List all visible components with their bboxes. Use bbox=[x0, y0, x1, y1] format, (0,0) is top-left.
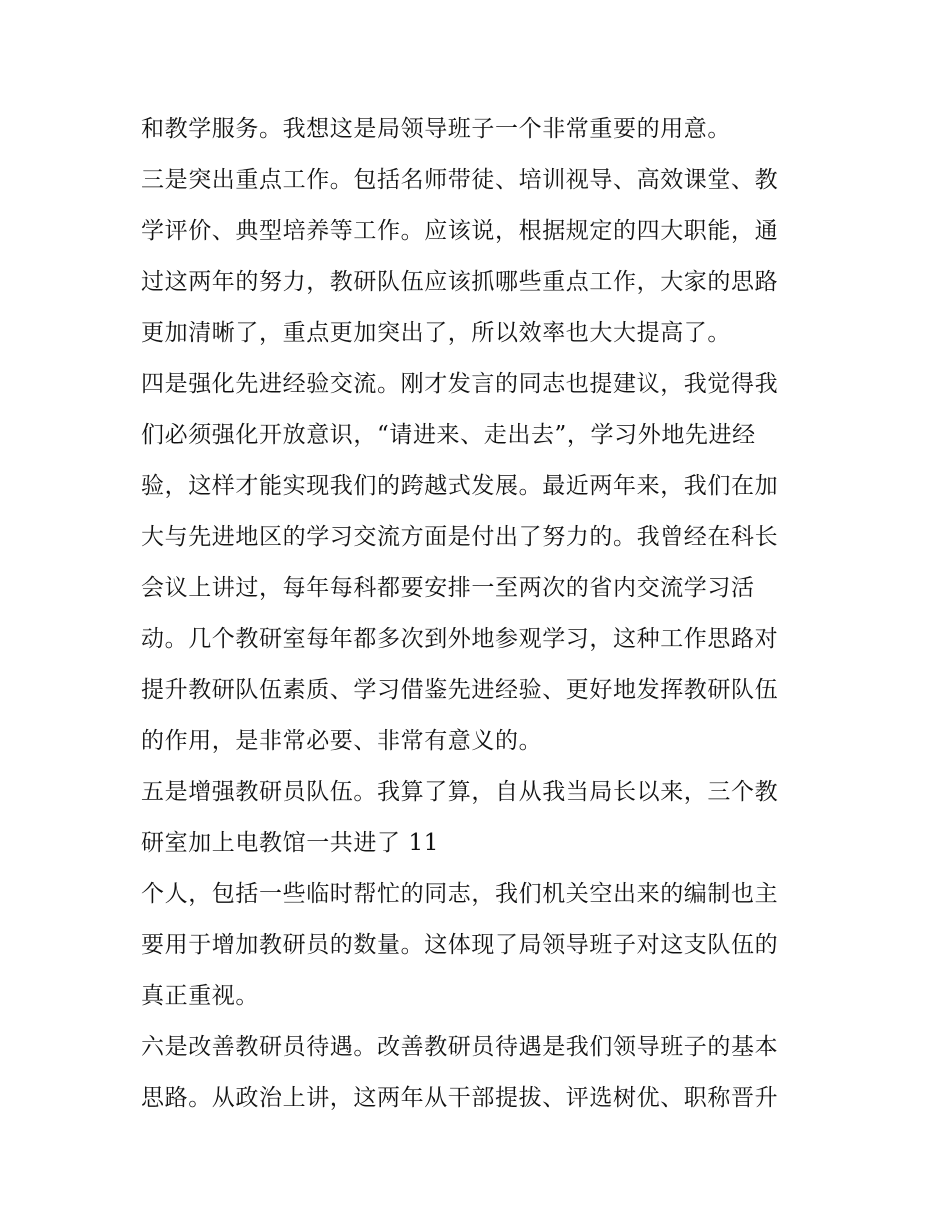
text-line: 研室加上电教馆一共进了 11 bbox=[141, 830, 439, 856]
text-line: 思路。从政治上讲，这两年从干部提拔、评选树优、职称晋升 bbox=[141, 1085, 779, 1111]
text-line: 要用于增加教研员的数量。这体现了局领导班子对这支队伍的 bbox=[141, 932, 779, 958]
text-line: 们必须强化开放意识，“请进来、走出去”，学习外地先进经 bbox=[141, 422, 756, 448]
text-line: 和教学服务。我想这是局领导班子一个非常重要的用意。 bbox=[141, 116, 731, 142]
text-line: 提升教研队伍素质、学习借鉴先进经验、更好地发挥教研队伍 bbox=[141, 677, 779, 703]
text-line: 五是增强教研员队伍。我算了算，自从我当局长以来，三个教 bbox=[141, 779, 779, 805]
text-line: 大与先进地区的学习交流方面是付出了努力的。我曾经在科长 bbox=[141, 524, 779, 550]
text-line: 四是强化先进经验交流。刚才发言的同志也提建议，我觉得我 bbox=[141, 371, 779, 397]
text-line: 会议上讲过，每年每科都要安排一至两次的省内交流学习活 bbox=[141, 575, 755, 601]
text-line: 个人，包括一些临时帮忙的同志，我们机关空出来的编制也主 bbox=[141, 881, 779, 907]
text-line: 学评价、典型培养等工作。应该说，根据规定的四大职能，通 bbox=[141, 218, 779, 244]
text-line: 六是改善教研员待遇。改善教研员待遇是我们领导班子的基本 bbox=[141, 1034, 779, 1060]
body-text bbox=[141, 109, 821, 1129]
text-line: 三是突出重点工作。包括名师带徒、培训视导、高效课堂、教 bbox=[141, 167, 779, 193]
text-line: 过这两年的努力，教研队伍应该抓哪些重点工作，大家的思路 bbox=[141, 269, 779, 295]
text-line: 动。几个教研室每年都多次到外地参观学习，这种工作思路对 bbox=[141, 626, 779, 652]
text-line: 验，这样才能实现我们的跨越式发展。最近两年来，我们在加 bbox=[141, 473, 779, 499]
text-line: 的作用，是非常必要、非常有意义的。 bbox=[141, 728, 543, 754]
text-line: 更加清晰了，重点更加突出了，所以效率也大大提高了。 bbox=[141, 320, 731, 346]
text-line: 真正重视。 bbox=[141, 983, 259, 1009]
